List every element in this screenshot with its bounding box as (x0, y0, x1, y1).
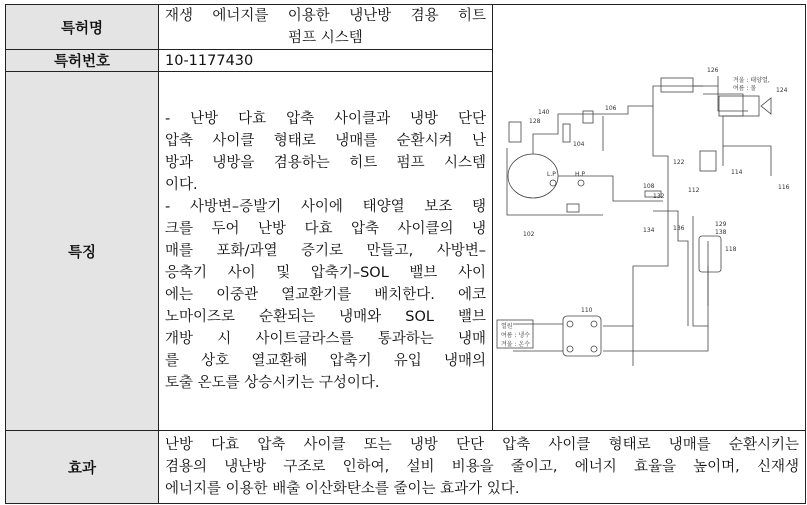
text-line: - 사방변–증발기 사이에 태양열 보조 탱 (165, 199, 486, 215)
heat-pump-system-diagram (493, 6, 805, 426)
label-104: 104 (573, 140, 585, 148)
text-line: 겸용의 냉난방 구조로 인하여, 설비 비용을 줄이고, 에너지 효율을 높이며, 신재생 (165, 459, 799, 475)
patent-number-value: 10-1177430 (159, 50, 493, 72)
text-line: 응축기 사이 및 압축기–SOL 밸브 사이 (165, 265, 486, 281)
legend-heat-source: 열원 (501, 322, 513, 330)
patent-name-label: 특허명 (6, 5, 159, 50)
note-winter: 겨울 : 태양열, (733, 76, 770, 84)
label-112: 112 (688, 186, 700, 194)
text-line: 개방 시 사이트글라스를 통과하는 냉매 (165, 331, 486, 347)
label-106: 106 (605, 104, 617, 112)
text-line: 크를 두어 난방 다효 압축 사이클의 냉 (165, 221, 486, 237)
text-line: 노마이즈로 순환되는 냉매와 SOL 밸브 (165, 309, 486, 325)
label-102: 102 (523, 230, 535, 238)
label-108: 108 (643, 182, 655, 190)
patent-name-value (159, 5, 493, 50)
label-124: 124 (776, 86, 788, 94)
patent-figure-cell (493, 5, 806, 431)
text-line: - 난방 다효 압축 사이클과 냉방 단단 (165, 111, 486, 127)
legend-summer: 여름 : 냉수 (501, 331, 531, 339)
features-text (159, 72, 493, 431)
features-label: 특징 (6, 72, 159, 431)
legend-winter: 겨울 : 온수 (501, 340, 531, 348)
text-line: 압축 사이클 형태로 냉매를 순환시켜 난 (165, 133, 486, 149)
label-110: 110 (581, 306, 593, 314)
effect-text (159, 431, 806, 504)
text-line: 를 상호 열교환해 압축기 유입 냉매의 (165, 353, 486, 369)
label-140: 140 (538, 108, 550, 116)
label-hp: H.P (575, 170, 585, 178)
label-138: 138 (715, 228, 727, 236)
label-128: 128 (529, 117, 541, 125)
patent-number-label: 특허번호 (6, 50, 159, 72)
text-line: 이다. (165, 177, 198, 193)
label-lp: L.P (547, 170, 556, 178)
text-line: 에는 이중관 열교환기를 배치한다. 에코 (165, 287, 486, 303)
text-line: 펌프 시스템 (288, 30, 363, 46)
text-line: 매를 포화/과열 증기로 만들고, 사방변– (165, 243, 486, 259)
label-118: 118 (725, 245, 737, 253)
label-114: 114 (731, 168, 743, 176)
label-134: 134 (643, 226, 655, 234)
text-line: 토출 온도를 상승시키는 구성이다. (165, 375, 380, 391)
label-136: 136 (673, 224, 685, 232)
label-132: 132 (653, 192, 665, 200)
label-116: 116 (778, 183, 790, 191)
text-line: 난방 다효 압축 사이클 또는 냉방 단단 압축 사이클 형태로 냉매를 순환시키는 (165, 437, 799, 453)
text-line: 방과 냉방을 겸용하는 히트 펌프 시스템 (165, 155, 486, 171)
text-line: 에너지를 이용한 배출 이산화탄소를 줄이는 효과가 있다. (165, 481, 520, 497)
effect-label: 효과 (6, 431, 159, 504)
text-line: 재생 에너지를 이용한 냉난방 겸용 히트 (165, 8, 486, 24)
label-122: 122 (673, 158, 685, 166)
patent-table (5, 4, 806, 504)
label-126: 126 (707, 66, 719, 74)
note-summer: 여름 : 물 (733, 84, 757, 92)
label-129: 129 (715, 220, 727, 228)
